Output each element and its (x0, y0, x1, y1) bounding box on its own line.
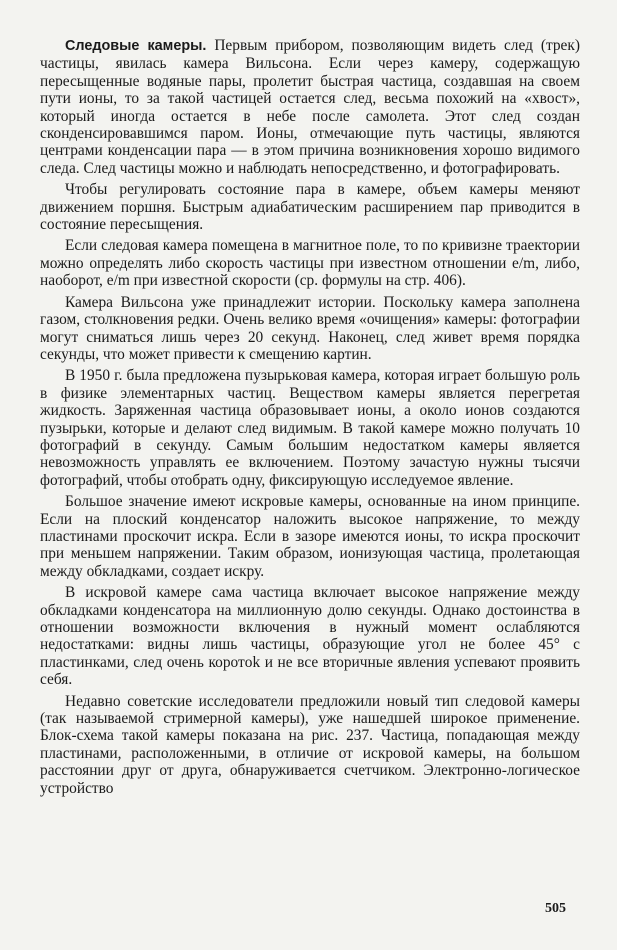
paragraph-text: В искровой камере сама частица включает высокое напряжение между обкладками конденсатора на миллионную долю секунды. Однако достоинства в отношении возможности включения в нужный момент ослабляются недостатками: видны лишь частицы, образующие угол не более 45° с пластинками, след очень коротok и не все вторичные явления успевают проявить себя. (40, 584, 580, 689)
paragraph-streamer-chamber (40, 693, 580, 797)
paragraph-text: В 1950 г. была предложена пузырьковая камера, которая играет большую роль в физике элементарных частиц. Веществом камеры является перегретая жидкость. Заряженная частица образовывает ионы, а около ионов создаются пузырьки, которые и делают след видимым. В такой камере можно получать 10 фотографий в секунду. Самым большим недостатком камеры является невозможность управлять ее включением. Поэтому зачастую нужны тысячи фотографий, чтобы отобрать одну, фиксирующую исследуемое явление. (40, 367, 580, 489)
section-heading: Следовые камеры. (65, 38, 207, 54)
paragraph-text: Первым прибором, позволяющим видеть след (трек) частицы, явилась камера Вильсона. Если через камеру, содержащую пересыщенные водяные пары, пролетит быстрая частица, создавшая на своем пути ионы, то за такой частицей остается след, весьма похожий на «хвост», который иногда остается в небе после самолета. Этот след создан сконденсировавшимся паром. Ионы, отмечающие путь частицы, являются центрами конденсации пара — в этом причина возникновения хорошо видимого следа. След частицы можно и наблюдать непосредственно, и фотографировать. (40, 37, 580, 177)
paragraph-cloud-chamber (40, 37, 580, 177)
paragraph-text: Если следовая камера помещена в магнитное поле, то по кривизне траектории можно определять либо скорость частицы при известном отношении e/m, либо, наоборот, e/m при известной скорости (ср. формулы на стр. 406). (40, 237, 580, 290)
paragraph-spark-chamber (40, 493, 580, 580)
paragraph-magnetic-field (40, 237, 580, 289)
paragraph-bubble-chamber (40, 367, 580, 489)
paragraph-wilson-history (40, 294, 580, 364)
paragraph-text: Чтобы регулировать состояние пара в камере, объем камеры меняют движением поршня. Быстрым адиабатическим расширением пар приводится в состояние пересыщения. (40, 181, 580, 234)
paragraph-text: Недавно советские исследователи предложили новый тип следовой камеры (так называемой стримерной камеры), уже нашедшей широкое применение. Блок-схема такой камеры показана на рис. 237. Частица, попадающая между пластинами, расположенными, в отличие от искровой камеры, на большом расстоянии друг от друга, обнаруживается счетчиком. Электронно-логическое устройство (40, 692, 580, 797)
body-text (40, 37, 580, 797)
paragraph-text: Камера Вильсона уже принадлежит истории. Поскольку камера заполнена газом, столкновения редки. Очень велико время «очищения» камеры: фотографии могут сниматься лишь через 20 секунд. Наконец, след живет время порядка секунды, что может привести к смещению картин. (40, 293, 580, 363)
paragraph-text: Большое значение имеют искровые камеры, основанные на ином принципе. Если на плоский конденсатор наложить высокое напряжение, то между пластинами проскочит искра. Если в зазоре имеются ионы, то искра проскочит при меньшем напряжении. Таким образом, ионизующая частица, пролетающая между обкладками, создает искру. (40, 493, 580, 580)
paragraph-pressure-control (40, 181, 580, 233)
paragraph-spark-voltage (40, 584, 580, 688)
page-number: 505 (545, 901, 566, 916)
